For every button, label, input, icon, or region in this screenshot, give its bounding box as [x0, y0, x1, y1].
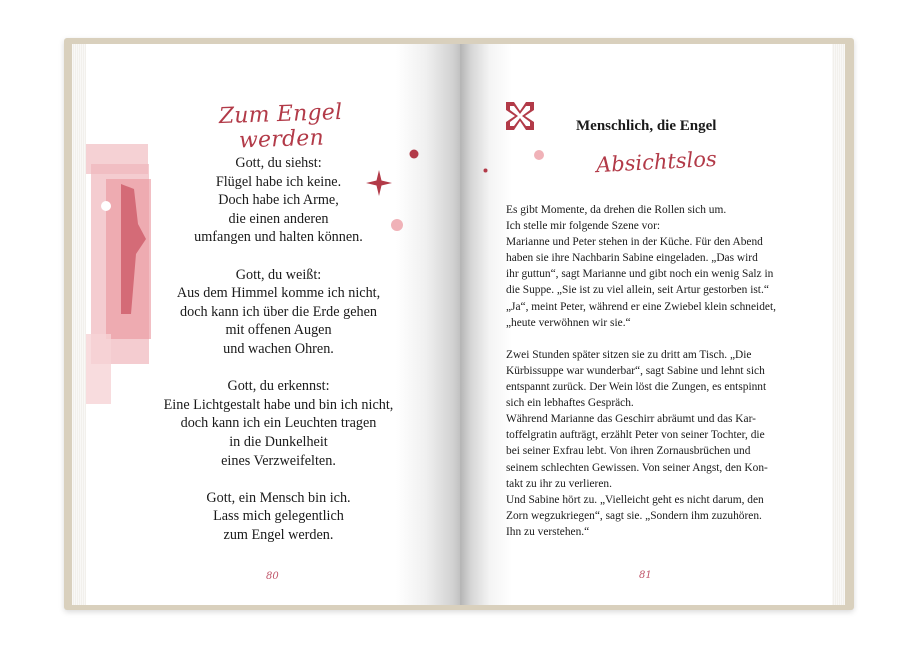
poem-line: und wachen Ohren.: [223, 340, 334, 357]
poem-line: Eine Lichtgestalt habe und bin ich nicht,: [163, 396, 394, 413]
poem-line: die einen anderen: [228, 210, 329, 227]
poem-line: Gott, du erkennst:: [227, 378, 330, 395]
dot-icon: [483, 168, 488, 173]
poem-line: mit offenen Augen: [225, 322, 332, 339]
prose-line: Zorn wegzukriegen“, sagt sie. „Sondern ihm zuzuhören.: [506, 509, 762, 522]
prose-line: toffelgratin aufträgt, erzählt Peter von seiner Tochter, die: [506, 429, 765, 442]
right-page: [460, 44, 832, 605]
dot-icon: [409, 149, 419, 159]
prose-line: Und Sabine hört zu. „Vielleicht geht es nicht darum, den: [506, 493, 764, 506]
prose-line: seinem schlechten Gewissen. Von seiner Angst, den Kon-: [506, 461, 768, 474]
four-point-star-icon: [366, 170, 392, 196]
poem-line: eines Verzweifelten.: [221, 452, 336, 469]
prose-line: „Ja“, meint Peter, während er eine Zwiebel klein schneidet,: [506, 300, 776, 313]
ornament-cross-icon: [504, 100, 536, 132]
dot-icon: [390, 218, 404, 232]
prose-line: ihr guttun“, sagt Marianne und gibt noch ein wenig Salz in: [506, 268, 774, 281]
prose-text: [506, 202, 806, 540]
page-number-right: 81: [639, 570, 652, 581]
prose-line: Kürbissuppe war wunderbar“, sagt Sabine und lehnt sich: [506, 364, 765, 377]
poem-line: Flügel habe ich keine.: [215, 173, 342, 190]
prose-line: sich ein lebhaftes Gespräch.: [506, 397, 634, 410]
poem-line: in die Dunkelheit: [229, 433, 328, 450]
poem-stanza-3: [146, 377, 411, 470]
prose-line: Marianne und Peter stehen in der Küche. Für den Abend: [506, 236, 763, 249]
prose-line: takt zu ihr zu verlieren.: [506, 477, 612, 490]
poem-line: Gott, du weißt:: [235, 266, 322, 283]
prose-line: Während Marianne das Geschirr abräumt und das Kar-: [506, 413, 756, 426]
dot-icon: [533, 149, 545, 161]
script-title-left: Zum Engel werden: [218, 99, 343, 154]
prose-line: haben sie ihre Nachbarin Sabine eingeladen. „Das wird: [506, 252, 758, 265]
left-page: [86, 44, 464, 605]
poem-line: Lass mich gelegentlich: [213, 508, 344, 525]
prose-line: Ihn zu verstehen.“: [506, 525, 590, 538]
poem-line: doch kann ich über die Erde gehen: [180, 303, 377, 320]
prose-line: Es gibt Momente, da drehen die Rollen sich um.: [506, 204, 727, 216]
script-title-right: Absichtslos: [595, 146, 718, 178]
poem-line: Gott, du siehst:: [235, 155, 322, 171]
poem-stanza-2: [146, 266, 411, 359]
poem-stanza-4: [146, 489, 411, 545]
chapter-heading: Menschlich, die Engel: [576, 118, 717, 134]
paragraph-gap: [506, 331, 806, 347]
prose-line: Ich stelle mir folgende Szene vor:: [506, 220, 661, 233]
poem-line: zum Engel werden.: [223, 526, 334, 543]
prose-line: bei seiner Exfrau lebt. Von ihren Zornausbrüchen und: [506, 445, 751, 458]
page-number-left: 80: [266, 571, 279, 582]
poem-line: Doch habe ich Arme,: [218, 192, 339, 209]
prose-line: „heute verwöhnen wir sie.“: [506, 316, 631, 329]
prose-line: Zwei Stunden später sitzen sie zu dritt am Tisch. „Die: [506, 348, 752, 361]
poem-stanza-1: [146, 154, 411, 247]
poem-line: umfangen und halten können.: [194, 229, 363, 246]
poem: [146, 154, 411, 563]
prose-line: die Suppe. „Sie ist zu viel allein, seit Artur gestorben ist.“: [506, 284, 769, 297]
poem-line: Aus dem Himmel komme ich nicht,: [176, 285, 381, 302]
prose-line: entspannt zurück. Der Wein löst die Zungen, es entspinnt: [506, 381, 767, 394]
poem-line: doch kann ich ein Leuchten tragen: [180, 415, 377, 432]
poem-line: Gott, ein Mensch bin ich.: [206, 489, 351, 506]
